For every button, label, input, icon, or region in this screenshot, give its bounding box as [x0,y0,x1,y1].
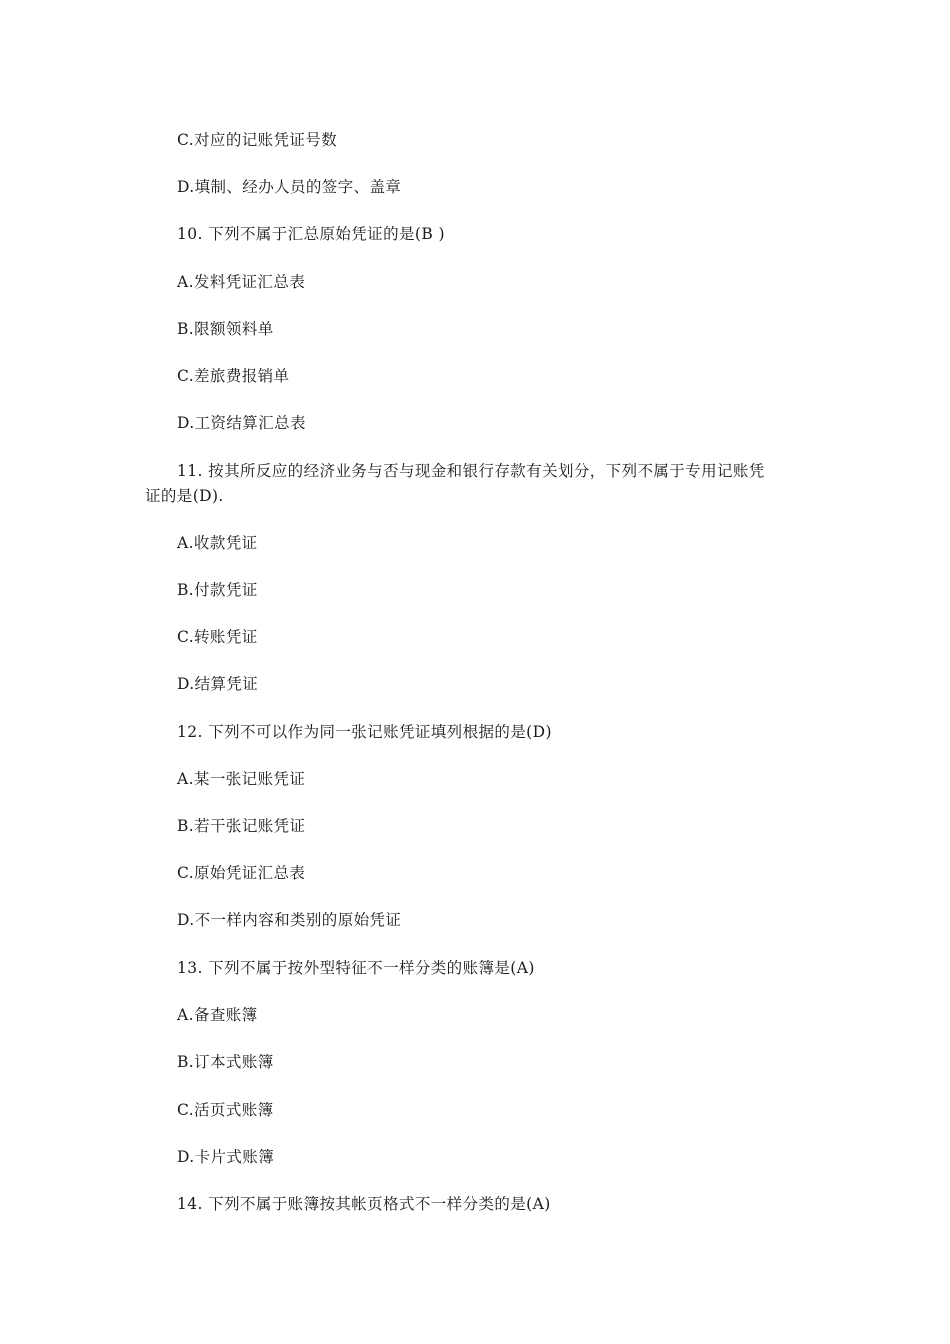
question-line: 10. 下列不属于汇总原始凭证的是(B ) [177,225,445,243]
option-line: A.发料凭证汇总表 [177,273,306,291]
option-line: D.不一样内容和类别的原始凭证 [177,911,402,929]
question-line: 14. 下列不属于账簿按其帐页格式不一样分类的是(A) [177,1195,551,1213]
option-line: C.转账凭证 [177,628,258,646]
option-line: D.填制、经办人员的签字、盖章 [177,178,402,196]
option-line: C.对应的记账凭证号数 [177,131,338,149]
option-line: A.备查账簿 [177,1006,258,1024]
option-line: A.收款凭证 [177,534,258,552]
option-line: D.卡片式账簿 [177,1148,275,1166]
option-line: C.差旅费报销单 [177,367,290,385]
question-line: 13. 下列不属于按外型特征不一样分类的账簿是(A) [177,959,535,977]
option-line: C.原始凭证汇总表 [177,864,306,882]
option-line: D.工资结算汇总表 [177,414,306,432]
option-line: A.某一张记账凭证 [177,770,306,788]
option-line: D.结算凭证 [177,675,259,693]
option-line: B.若干张记账凭证 [177,817,306,835]
question-line: 12. 下列不可以作为同一张记账凭证填列根据的是(D) [177,723,552,741]
question-continuation-line: 证的是(D). [145,487,224,505]
option-line: B.订本式账簿 [177,1053,274,1071]
option-line: C.活页式账簿 [177,1101,274,1119]
option-line: B.付款凭证 [177,581,258,599]
question-line: 11. 按其所反应的经济业务与否与现金和银行存款有关划分，下列不属于专用记账凭 [177,462,765,480]
option-line: B.限额领料单 [177,320,274,338]
